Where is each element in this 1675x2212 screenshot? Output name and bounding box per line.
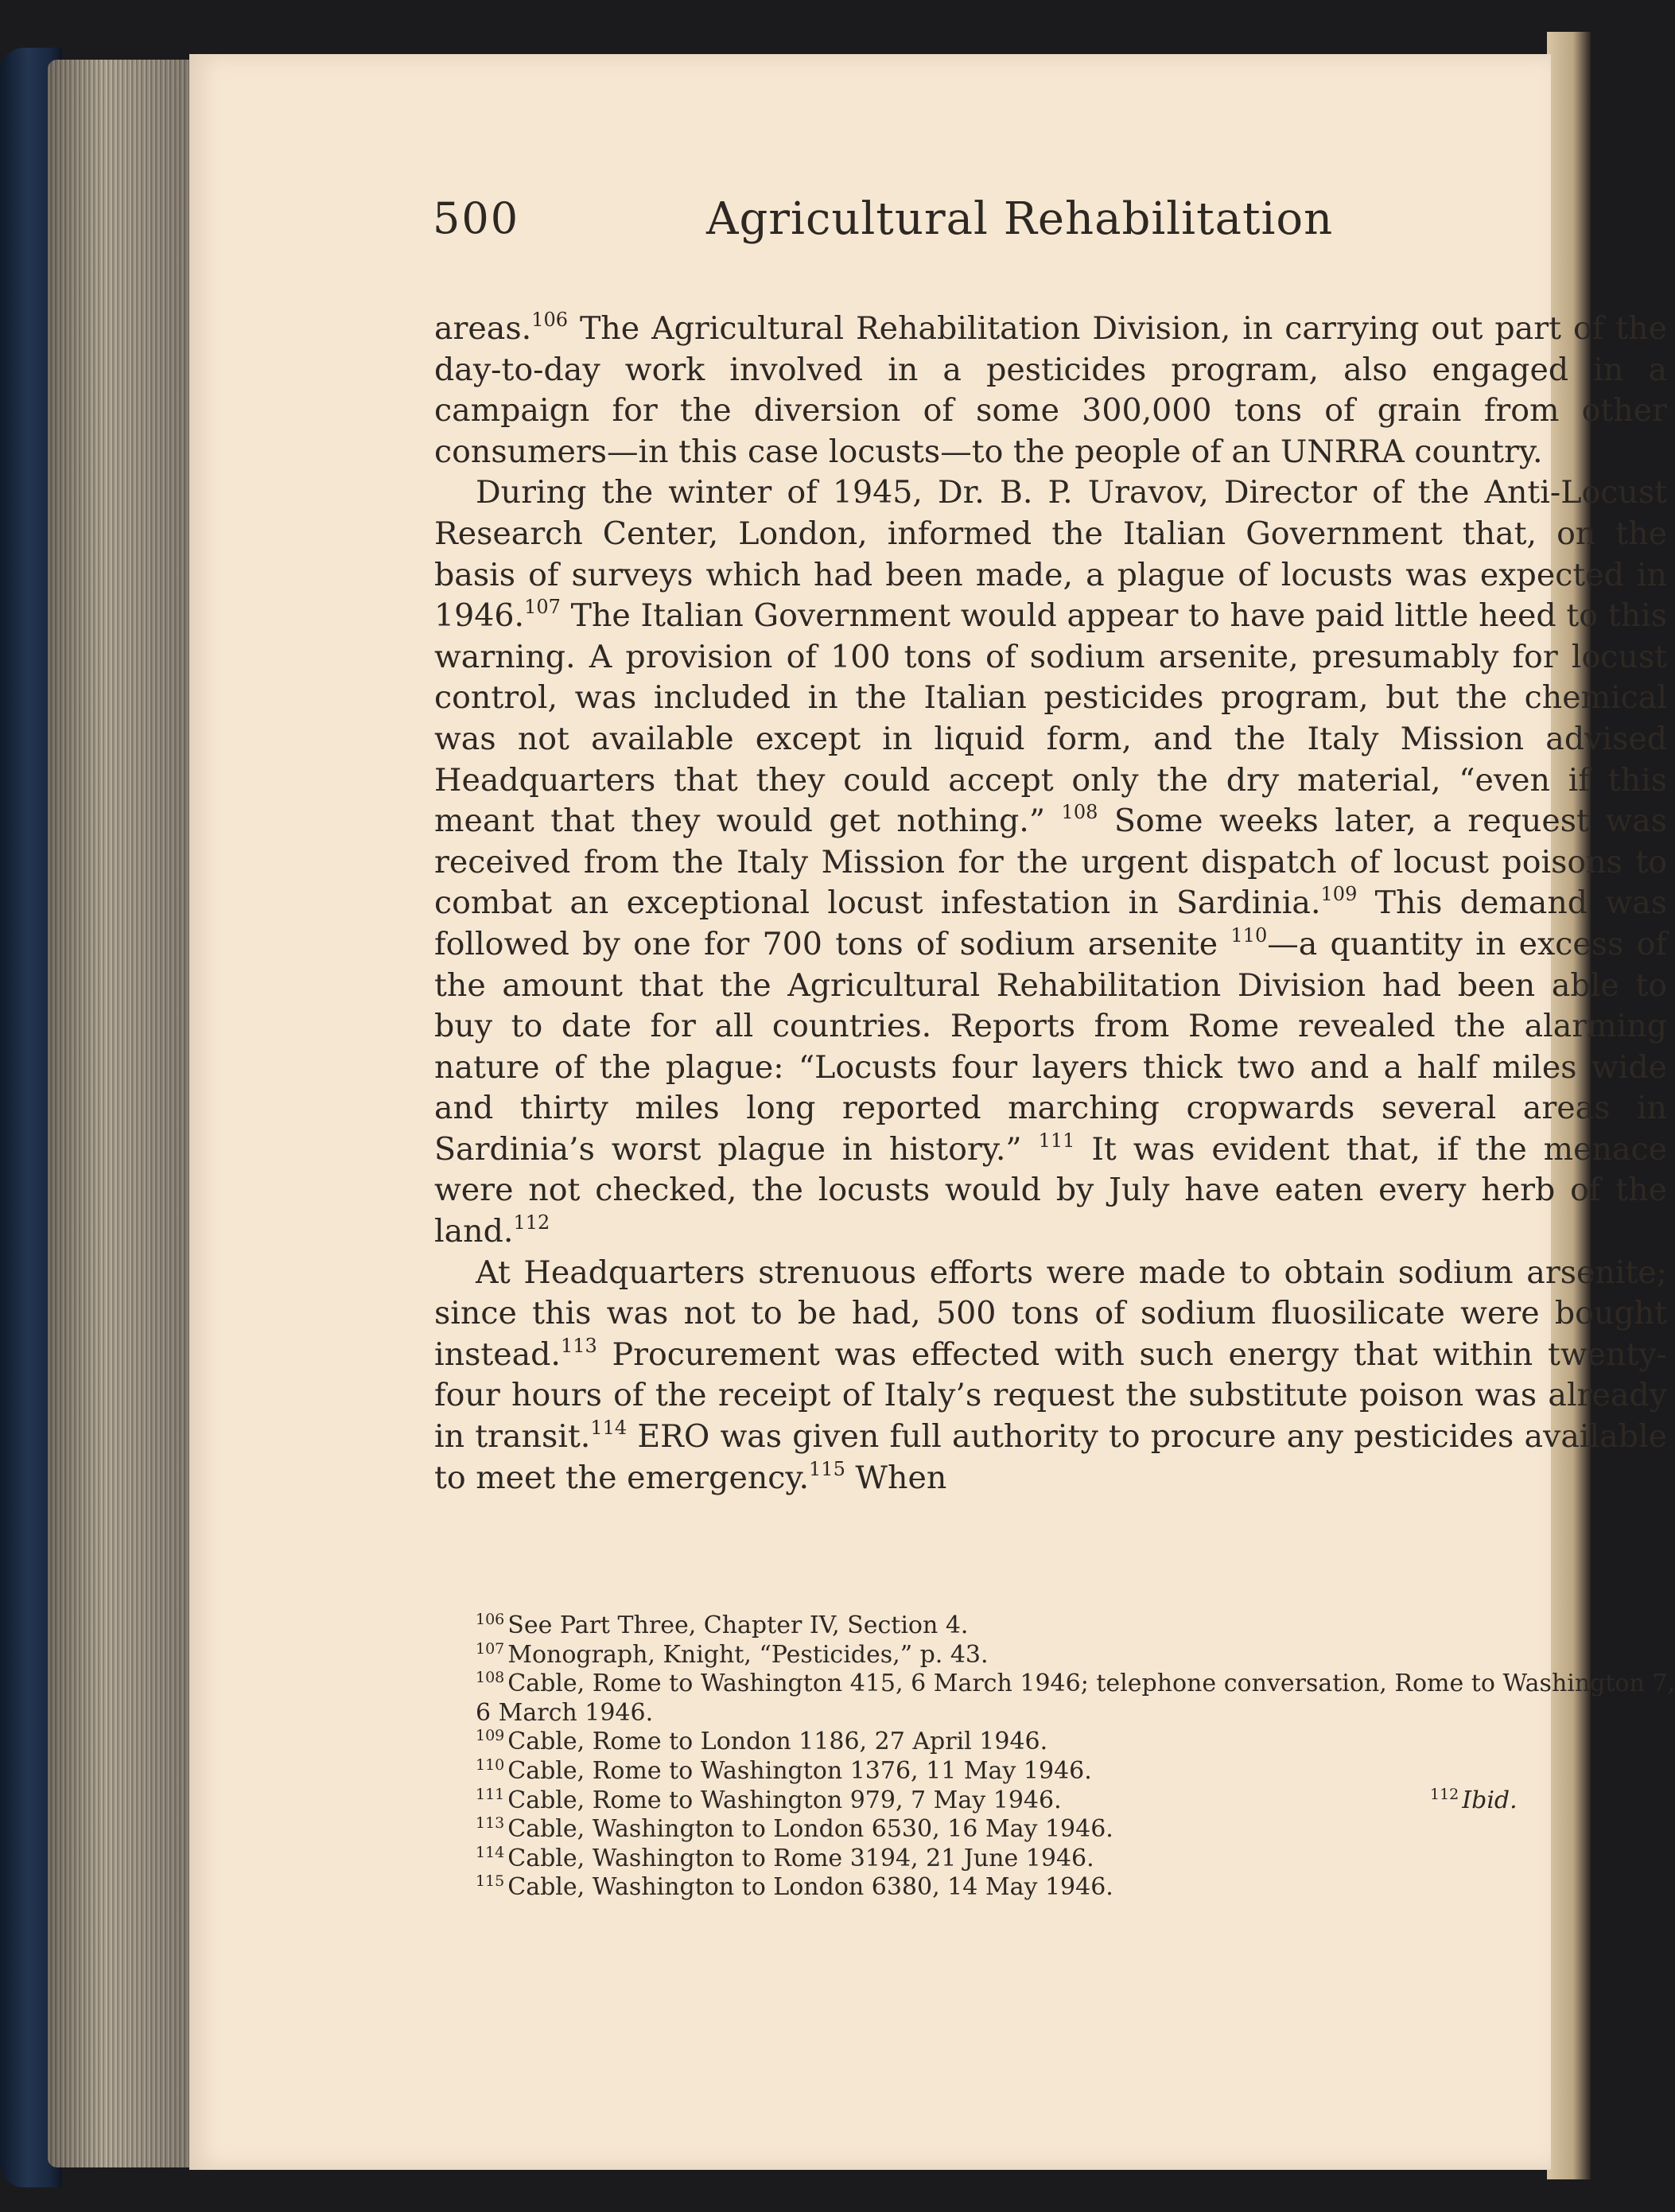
footnote-number: 107	[476, 1639, 505, 1658]
text-run: During the winter of 1945, Dr. B. P. Uravov, Director of the Anti-Locust Research Center, London, informed the Italian Government that, on the basis of surveys which had been made, a plague of locusts was expected in 1946.	[434, 474, 1667, 635]
footnote-ref: 108	[1061, 801, 1098, 824]
page-edges-shadow	[48, 60, 191, 2167]
footnote-number: 115	[476, 1872, 505, 1891]
text-run: At Headquarters strenuous efforts were made to obtain sodium arsenite; since this was not to be had, 500 tons of sodium fluosilicate were bought instead.	[434, 1254, 1667, 1373]
running-title: Agricultural Rehabilitation	[706, 193, 1334, 245]
footnote	[434, 1670, 1675, 1728]
footnote	[434, 1873, 1675, 1903]
footnote	[434, 1728, 1675, 1757]
footnote-ref: 112	[513, 1211, 550, 1234]
footnote-text: Cable, Rome to London 1186, 27 April 1946.	[507, 1728, 1048, 1756]
text-run: When	[845, 1459, 947, 1496]
footnote-number: 108	[476, 1669, 505, 1687]
footnote-ref: 113	[560, 1334, 597, 1357]
paragraph	[434, 472, 1667, 1252]
text-run: areas.	[434, 310, 532, 347]
paragraph	[434, 1253, 1667, 1499]
page-number: 500	[433, 193, 520, 243]
footnote-text: Cable, Rome to Washington 979, 7 May 1946.	[507, 1786, 1062, 1814]
book-page	[189, 54, 1675, 2170]
footnote-ibid	[1430, 1786, 1518, 1816]
footnote-text: Monograph, Knight, “Pesticides,” p. 43.	[507, 1640, 989, 1669]
footnote-number: 110	[476, 1755, 505, 1774]
footnote-ref: 111	[1038, 1129, 1075, 1152]
footnote-text: Cable, Rome to Washington 1376, 11 May 1946.	[507, 1756, 1092, 1785]
footnote-text: Cable, Washington to London 6530, 16 May 1946.	[507, 1815, 1113, 1844]
footnote-ref: 115	[809, 1457, 845, 1480]
text-run: —a quantity in excess of the amount that the Agricultural Rehabilitation Division had been able to buy to date for all countries. Reports from Rome revealed the alarming nature of the plague: “Locusts four layers thick two and a half miles wide and thirty miles long reported marching cropwards several areas in Sardinia’s worst plague in history.”	[434, 925, 1667, 1168]
text-run: Procurement was effected with such energy that within twenty-four hours of the receipt of Italy’s request the substitute poison was already in transit.	[434, 1335, 1667, 1456]
footnote-ref: 110	[1230, 923, 1268, 947]
footnote-number: 113	[476, 1814, 505, 1833]
footnote-ref: 114	[590, 1417, 628, 1440]
footnote-ref: 107	[524, 596, 561, 619]
text-run: It was evident that, if the menace were not checked, the locusts would by July have eaten every herb of the land.	[434, 1130, 1667, 1250]
footnote-text: See Part Three, Chapter IV, Section 4.	[507, 1611, 969, 1639]
body-text	[434, 309, 1667, 1499]
footnote-number: 114	[476, 1843, 505, 1861]
footnote-text: Cable, Washington to Rome 3194, 21 June 1946.	[507, 1844, 1094, 1872]
footnote-ref: 106	[531, 309, 568, 331]
footnote	[434, 1815, 1675, 1845]
footnote	[434, 1611, 1675, 1641]
text-run: ERO was given full authority to procure any pesticides available to meet the emergency.	[434, 1418, 1667, 1496]
footnote-number: 106	[476, 1611, 505, 1628]
footnote	[434, 1757, 1675, 1786]
footnote	[434, 1786, 1675, 1816]
text-run: This demand was followed by one for 700 tons of sodium arsenite	[434, 884, 1667, 962]
footnote-text: Ibid.	[1462, 1786, 1518, 1814]
text-run: The Agricultural Rehabilitation Division, in carrying out part of the day-to-day work involved in a pesticides program, also engaged in a campaign for the diversion of some 300,000 tons of grain from other consumers—in this case locusts—to the people of an UNRRA country.	[434, 310, 1667, 470]
text-run: Some weeks later, a request was received from the Italy Mission for the urgent dispatch of locust poisons to combat an exceptional locust infestation in Sardinia.	[434, 803, 1667, 922]
footnote-text: Cable, Rome to Washington 415, 6 March 1946; telephone conversation, Rome to Washington 7, 6 March 1946.	[476, 1670, 1675, 1727]
footnote-number: 109	[476, 1727, 505, 1745]
paragraph	[434, 309, 1667, 472]
footnote-text: Cable, Washington to London 6380, 14 May 1946.	[507, 1873, 1113, 1902]
footnote	[434, 1845, 1675, 1874]
footnote	[434, 1641, 1675, 1670]
footnote-number: 112	[1430, 1785, 1459, 1803]
footnotes	[434, 1611, 1675, 1903]
running-head	[189, 193, 1551, 289]
footnote-ref: 109	[1320, 883, 1358, 906]
footnote-number: 111	[476, 1785, 505, 1803]
text-run: The Italian Government would appear to have paid little heed to this warning. A provision of 100 tons of sodium arsenite, presumably for locust control, was included in the Italian pesticides program, but the chemical was not available except in liquid form, and the Italy Mission advised Headquarters that they could accept only the dry material, “even if this meant that they would get nothing.”	[434, 597, 1667, 840]
